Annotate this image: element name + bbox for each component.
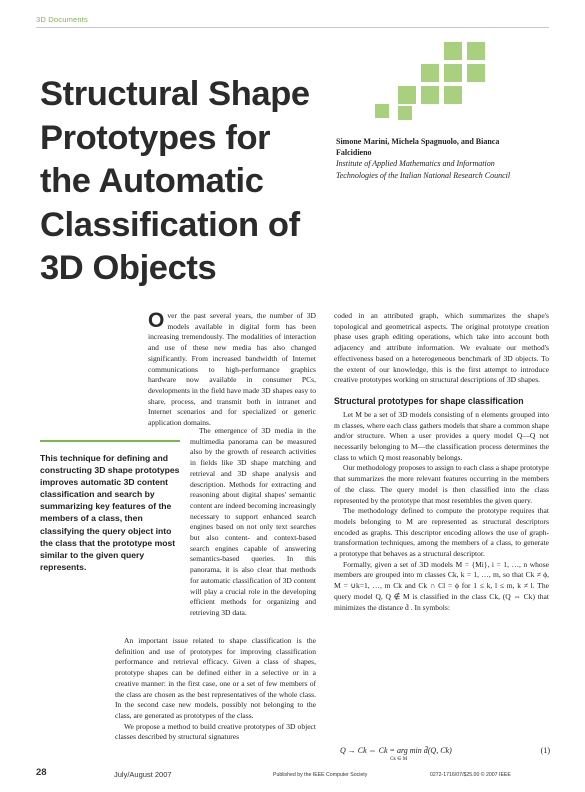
issn-line: 0272-1716/07/$25.00 © 2007 IEEE bbox=[430, 772, 511, 778]
body-paragraph-8: The methodology defined to compute the prototype requires that models belonging to M are represented as structural descriptors encoded as graphs. This descriptor encoding allows the use of graph-transformation techniques, among the members of a class, to generate a prototype that behaves as a structural descriptor. bbox=[334, 506, 549, 559]
pull-quote: This technique for defining and constructing 3D shape prototypes improves automatic 3D content classification and search by summarizing key features of the members of a class, then classifying the query object into the class that the prototype most similar to the given query represents. bbox=[40, 440, 180, 573]
equation-1 bbox=[340, 746, 550, 762]
author-block bbox=[336, 136, 536, 181]
equation-body: Q → Ck ⇔ Ck = arg min d̄(Q, Ck) bbox=[340, 746, 452, 755]
intro-paragraph-block bbox=[148, 311, 316, 429]
body-paragraph-1: ver the past several years, the number of 3D models available in digital form has been increasing tremendously. The modalities of interaction and use of these new media has also changed significantly. From increased bandwidth of Internet communications to high-performance graphics hardware now available in consumer PCs, developments in the field have made 3D shapes easy to share, process, and transmit both in intranet and Internet scenarios and for specialized or generic application domains. bbox=[148, 311, 316, 428]
body-paragraph-7: Our methodology proposes to assign to each class a shape prototype that summarizes the more relevant features occurring in the members of the class. The query model is then classified into the class represented by the prototype that most resembles the given query. bbox=[334, 463, 549, 505]
author-affiliation: Institute of Applied Mathematics and Information Technologies of the Italian National Research Council bbox=[336, 159, 511, 180]
section-heading: Structural prototypes for shape classification bbox=[334, 395, 524, 406]
equation-number: (1) bbox=[540, 746, 550, 755]
decorative-squares bbox=[372, 42, 502, 120]
page-number: 28 bbox=[36, 767, 47, 778]
body-paragraph-9: Formally, given a set of 3D models M = {Mi}, i = 1, …, n whose members are grouped into m classes Ck, k = 1, …, m, so that Ck ≠ ϕ, M = ∪k=1, …, m Ck and Ck ∩ Cl = ϕ for 1 ≤ k, l ≤ m, k ≠ l. The query model Q, Q ∉ M is classified in the class Ck, (Q ⇔ Ck) that minimizes the distance d̄ . In symbols: bbox=[334, 559, 549, 612]
equation-subscript: Ck ∈ M bbox=[390, 757, 408, 762]
section-tag: 3D Documents bbox=[36, 15, 89, 24]
body-paragraph-2: The emergence of 3D media in the multimedia panorama can be measured also by the growth of research activities in fields like 3D shape matching and retrieval and 3D shape analysis and description. Methods for extracting and reasoning about digital shapes' semantic content are indeed becoming increasingly necessary to support enhanced search engines based on not only text searches but also content- and context-based search engines capable of answering semantics-based queries. In this panorama, it is also clear that methods for automatic classification of 3D content will play a crucial role in the developing efficient methods for organizing and retrieving 3D data. bbox=[190, 426, 316, 617]
body-paragraph-6: Let M be a set of 3D models consisting of n elements grouped into m classes, where each class gathers models that share a common shape and/or structure. When a user provides a query model Q—Q not necessarily belonging to M—the classification process determines the class to which Q most reasonably belongs. bbox=[334, 409, 549, 462]
issue-date: July/August 2007 bbox=[114, 770, 172, 779]
author-names: Simone Marini, Michela Spagnuolo, and Bianca Falcidieno bbox=[336, 137, 500, 158]
header-rule bbox=[36, 27, 549, 28]
body-column-lower bbox=[115, 636, 316, 743]
body-paragraph-4: We propose a method to build creative prototypes of 3D object classes described by structural signatures bbox=[115, 721, 316, 742]
body-paragraph-3: An important issue related to shape classification is the definition and use of prototypes for improving classification performance and retrieval efficacy. Given a class of shapes, prototype shapes can be defined either in a selective or in a creative manner: in the first case, one or a set of few members of the class are chosen as the best representatives of the whole class. In the second case new models, possibly not belonging to the class, are generated as prototypes of the class. bbox=[115, 636, 316, 720]
publisher-line: Published by the IEEE Computer Society bbox=[273, 772, 368, 778]
body-column-right bbox=[334, 311, 549, 613]
drop-cap: O bbox=[148, 309, 165, 332]
article-title: Structural Shape Prototypes for the Automatic Classification of 3D Objects bbox=[40, 75, 310, 287]
body-column-narrow bbox=[190, 426, 316, 619]
body-paragraph-5: coded in an attributed graph, which summarizes the shape's topological and geometrical aspects. The original prototype creation phase uses graph editing operations, which take into account both adjacency and attribute information. We evaluate our method's effectiveness based on a heterogeneous benchmark of 3D objects. To the extent of our knowledge, this is the first attempt to introduce creative prototypes working on structural descriptions of 3D shapes. bbox=[334, 311, 549, 385]
